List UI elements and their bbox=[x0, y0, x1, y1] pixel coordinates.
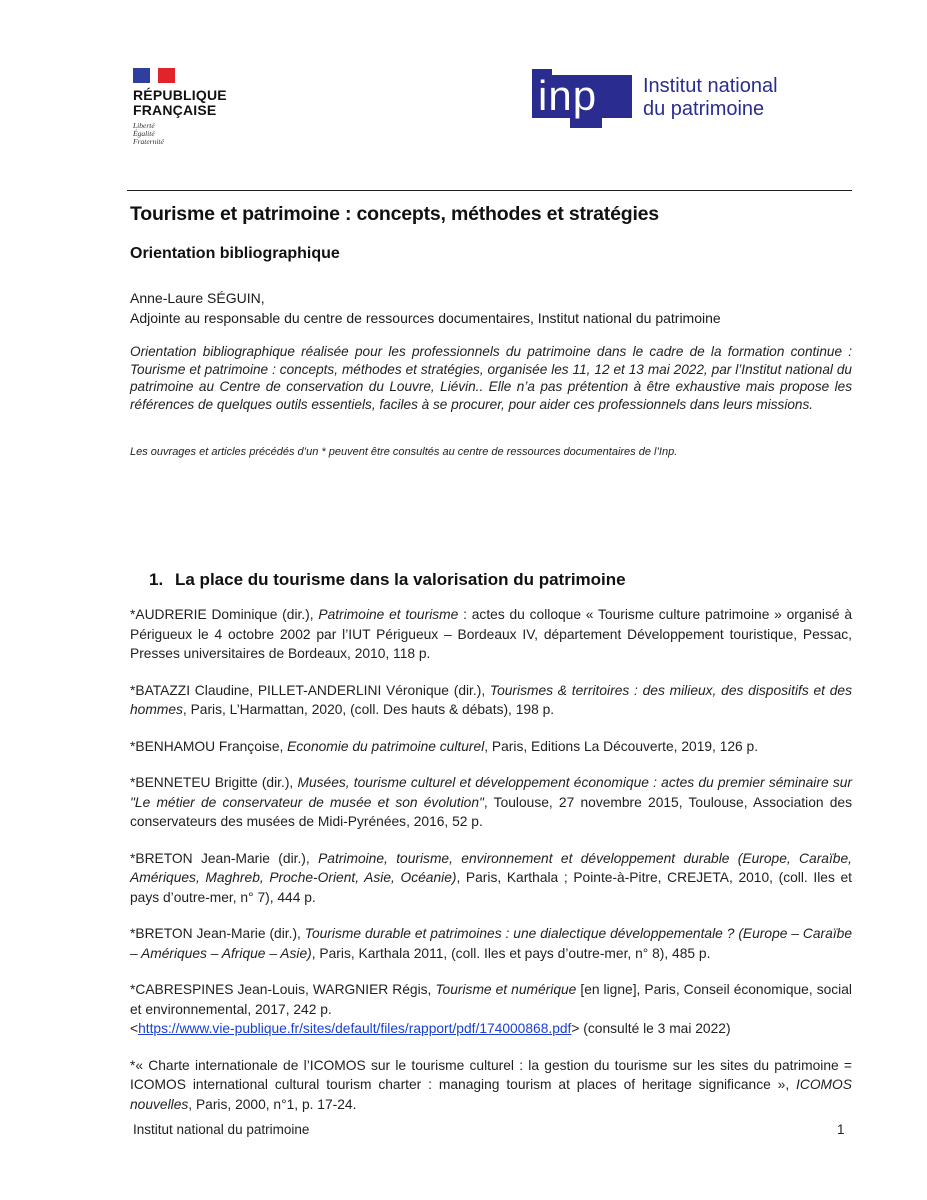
entry-title: ICOMOS nouvelles bbox=[130, 1077, 852, 1112]
marianne-flag-icon bbox=[133, 68, 175, 83]
entry-title: Tourismes & territoires : des milieux, des dispositifs et des hommes bbox=[130, 682, 853, 717]
entry-details: , Paris, Editions La Découverte, 2019, 126 p. bbox=[484, 738, 759, 754]
intro-paragraph: Orientation bibliographique réalisée pour les professionnels du patrimoine dans le cadre de la formation continue : Tourisme et patrimoine : concepts, méthodes et stratégies, organisée les 11, 12 et 13 mai 2022, par l’Institut national du patrimoine au Centre de conservation du Louvre, Liévin.. Elle n’a pas prétention à être exhaustive mais propose les références de quelques outils essentiels, faciles à se procurer, pour aider ces professionnels dans leurs missions. bbox=[130, 344, 852, 412]
entry-title: Musées, tourisme culturel et développement économique : actes du premier séminaire sur "Le métier de conservateur de musée et son évolution" bbox=[130, 775, 853, 810]
inp-logo-name bbox=[643, 75, 778, 121]
entry-details: [en ligne], Paris, Conseil économique, social et environnemental, 2017, 242 p. bbox=[130, 982, 852, 1017]
entry-title: Patrimoine, tourisme, environnement et développement durable (Europe, Caraïbe, Amériques, Maghreb, Proche-Orient, Asie, Océanie) bbox=[130, 850, 852, 885]
motto-egalite: Égalité bbox=[133, 129, 155, 138]
entry-authors: *« Charte internationale de l’ICOMOS sur le tourisme culturel : la gestion du tourisme sur les sites du patrimoine = ICOMOS international cultural tourism charter : managing tourism at places of heritage significance », bbox=[130, 1057, 852, 1092]
document-subtitle: Orientation bibliographique bbox=[130, 245, 340, 262]
bibliography-entry bbox=[130, 980, 852, 1039]
bibliography-entry bbox=[130, 737, 852, 757]
link-access-date: > (consulté le 3 mai 2022) bbox=[571, 1021, 731, 1036]
entry-authors: *CABRESPINES Jean-Louis, WARGNIER Régis, bbox=[130, 982, 436, 997]
header-divider bbox=[127, 190, 852, 191]
entry-title: Patrimoine et tourisme bbox=[318, 607, 459, 622]
author-role: Adjointe au responsable du centre de ressources documentaires, Institut national du patrimoine bbox=[130, 310, 721, 326]
author-block bbox=[130, 288, 721, 328]
entry-title: Tourisme et numérique bbox=[435, 982, 577, 997]
report-pdf-link[interactable]: https://www.vie-publique.fr/sites/default/files/rapport/pdf/174000868.pdf bbox=[138, 1021, 572, 1036]
availability-note: Les ouvrages et articles précédés d’un * peuvent être consultés au centre de ressources documentaires de l’Inp. bbox=[130, 446, 678, 458]
section-number: 1. bbox=[149, 570, 164, 589]
inp-name-line1: Institut national bbox=[643, 75, 778, 97]
entry-authors: *BENNETEU Brigitte (dir.), bbox=[130, 775, 298, 790]
rf-motto bbox=[133, 122, 243, 146]
entry-authors: *BENHAMOU Françoise, bbox=[130, 738, 288, 754]
bibliography-entry bbox=[130, 605, 852, 664]
entry-details: : actes du colloque « Tourisme culture patrimoine » organisé à Périgueux le 4 octobre 2002 par l’IUT Périgueux – Bordeaux IV, département Développement touristique, Pessac, Presses universitaires de Bordeaux, 2010, 118 p. bbox=[130, 607, 853, 661]
entry-title: Tourisme durable et patrimoines : une dialectique développementale ? (Europe – Caraïbe – Amériques – Afrique – Asie) bbox=[130, 926, 852, 961]
entry-title: Economie du patrimoine culturel bbox=[287, 738, 485, 754]
entry-authors: *BRETON Jean-Marie (dir.), bbox=[130, 850, 319, 866]
entry-details: , Paris, L’Harmattan, 2020, (coll. Des hauts & débats), 198 p. bbox=[182, 702, 555, 717]
inp-name-line2: du patrimoine bbox=[643, 98, 765, 120]
rf-title-line2: FRANÇAISE bbox=[133, 102, 217, 118]
page-number: 1 bbox=[837, 1122, 845, 1137]
entry-details: , Toulouse, 27 novembre 2015, Toulouse, Association des conservateurs des musées de Midi-Pyrénées, 2016, 52 p. bbox=[130, 794, 852, 829]
entry-authors: *BATAZZI Claudine, PILLET-ANDERLINI Véronique (dir.), bbox=[130, 682, 490, 698]
republique-francaise-logo bbox=[133, 68, 243, 146]
bibliography-entry bbox=[130, 849, 852, 908]
entry-details: , Paris, 2000, n°1, p. 17-24. bbox=[188, 1096, 357, 1112]
bibliography-list bbox=[130, 605, 852, 1131]
entry-details: , Paris, Karthala 2011, (coll. Iles et pays d’outre-mer, n° 8), 485 p. bbox=[311, 945, 711, 961]
bibliography-entry bbox=[130, 924, 852, 963]
bibliography-entry bbox=[130, 773, 852, 832]
section-heading bbox=[149, 570, 626, 590]
document-title: Tourisme et patrimoine : concepts, méthodes et stratégies bbox=[130, 203, 659, 225]
section-title: La place du tourisme dans la valorisation du patrimoine bbox=[175, 570, 626, 589]
entry-authors: *AUDRERIE Dominique (dir.), bbox=[130, 607, 319, 622]
bibliography-entry bbox=[130, 681, 852, 720]
entry-authors: *BRETON Jean-Marie (dir.), bbox=[130, 926, 305, 941]
link-open-bracket: < bbox=[130, 1021, 139, 1036]
motto-fraternite: Fraternité bbox=[133, 137, 164, 146]
motto-liberte: Liberté bbox=[133, 121, 155, 130]
inp-logo-acronym: inp bbox=[538, 72, 598, 119]
inp-logo bbox=[532, 66, 822, 134]
footer-institution: Institut national du patrimoine bbox=[133, 1122, 310, 1137]
author-name: Anne-Laure SÉGUIN, bbox=[130, 290, 265, 306]
rf-title-line1: RÉPUBLIQUE bbox=[133, 87, 227, 103]
entry-details: , Paris, Karthala ; Pointe-à-Pitre, CREJETA, 2010, (coll. Iles et pays d’outre-mer, n° 7), 444 p. bbox=[130, 870, 852, 905]
bibliography-entry bbox=[130, 1056, 852, 1115]
